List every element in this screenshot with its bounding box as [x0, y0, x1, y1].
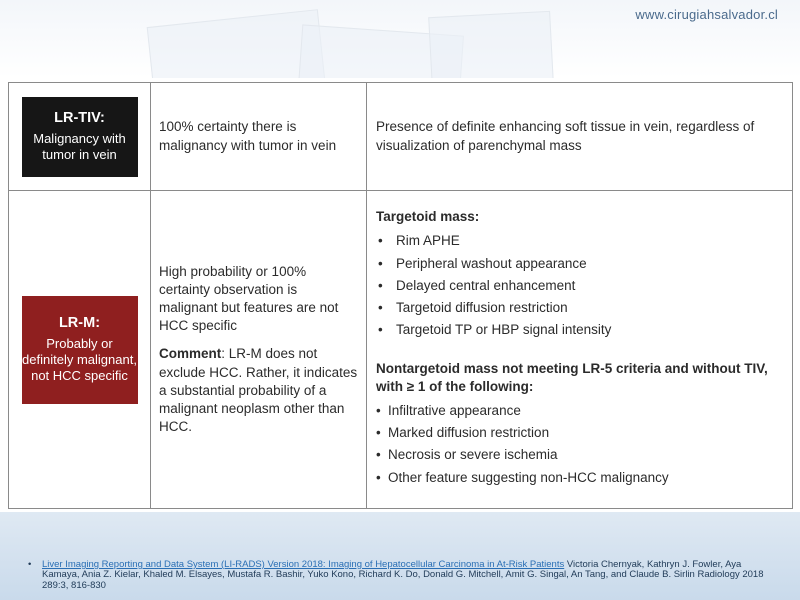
reference-authors: Victoria Chernyak, Kathryn J. Fowler, Aya Kamaya, Ania Z. Kielar, Khaled M. Elsayes, Mustafa R. Bashir, Yuko Kono, Richard K. Do, Donald G. Mitchell, Amit G. Singal, An Tang, and Claude B. Sirlin Radiology 2018 289:3, 816-830: [42, 559, 764, 591]
criteria-cell: [367, 191, 793, 509]
definition-text: 100% certainty there is malignancy with tumor in vein: [159, 119, 337, 153]
reference-bullet: •: [28, 559, 32, 570]
comment-body: : LR-M does not exclude HCC. Rather, it indicates a substantial probability of a malignant neoplasm other than HCC.: [159, 346, 358, 435]
site-url[interactable]: www.cirugiahsalvador.cl: [635, 7, 778, 22]
definition-cell: [151, 83, 367, 191]
targetoid-list: [376, 232, 783, 339]
nontargetoid-list: [376, 402, 783, 487]
definition-cell: [151, 191, 367, 509]
list-item: • Infiltrative appearance: [376, 402, 783, 420]
comment-label: Comment: [159, 346, 222, 362]
category-code: LR-TIV:: [54, 110, 105, 127]
reference-link[interactable]: Liver Imaging Reporting and Data System (LI-RADS) Version 2018: Imaging of Hepatocellular Carcinoma in At-Risk Patients: [42, 559, 565, 570]
list-item: • Rim APHE: [376, 232, 783, 250]
category-description: Malignancy with tumor in vein: [33, 131, 126, 163]
reference-citation: [28, 559, 772, 591]
header-decoration: [428, 11, 554, 78]
criteria-cell: [367, 83, 793, 191]
category-description: Probably or definitely malignant, not HCC specific: [22, 335, 137, 384]
lirads-table: [8, 82, 793, 509]
list-item: • Marked diffusion restriction: [376, 424, 783, 442]
list-item: • Targetoid diffusion restriction: [376, 299, 783, 317]
category-badge-lr-m: [22, 296, 138, 404]
header-banner: [0, 0, 800, 78]
category-badge-lr-tiv: [22, 97, 138, 177]
list-item: • Necrosis or severe ischemia: [376, 446, 783, 464]
comment-text: [159, 345, 358, 436]
criteria-text: Presence of definite enhancing soft tissue in vein, regardless of visualization of parenchymal mass: [376, 119, 755, 153]
definition-text: High probability or 100% certainty observation is malignant but features are not HCC specific: [159, 263, 339, 334]
category-cell: [9, 191, 151, 509]
table-row: [9, 83, 793, 191]
list-item: • Other feature suggesting non-HCC malignancy: [376, 469, 783, 487]
table-row: [9, 191, 793, 509]
nontargetoid-header: Nontargetoid mass not meeting LR-5 criteria and without TIV, with ≥ 1 of the following:: [376, 360, 768, 394]
targetoid-header: Targetoid mass:: [376, 209, 480, 225]
list-item: • Targetoid TP or HBP signal intensity: [376, 321, 783, 339]
category-code: LR-M:: [58, 315, 101, 332]
category-cell: [9, 83, 151, 191]
list-item: • Delayed central enhancement: [376, 277, 783, 295]
lirads-table-container: [8, 82, 792, 510]
list-item: • Peripheral washout appearance: [376, 255, 783, 273]
